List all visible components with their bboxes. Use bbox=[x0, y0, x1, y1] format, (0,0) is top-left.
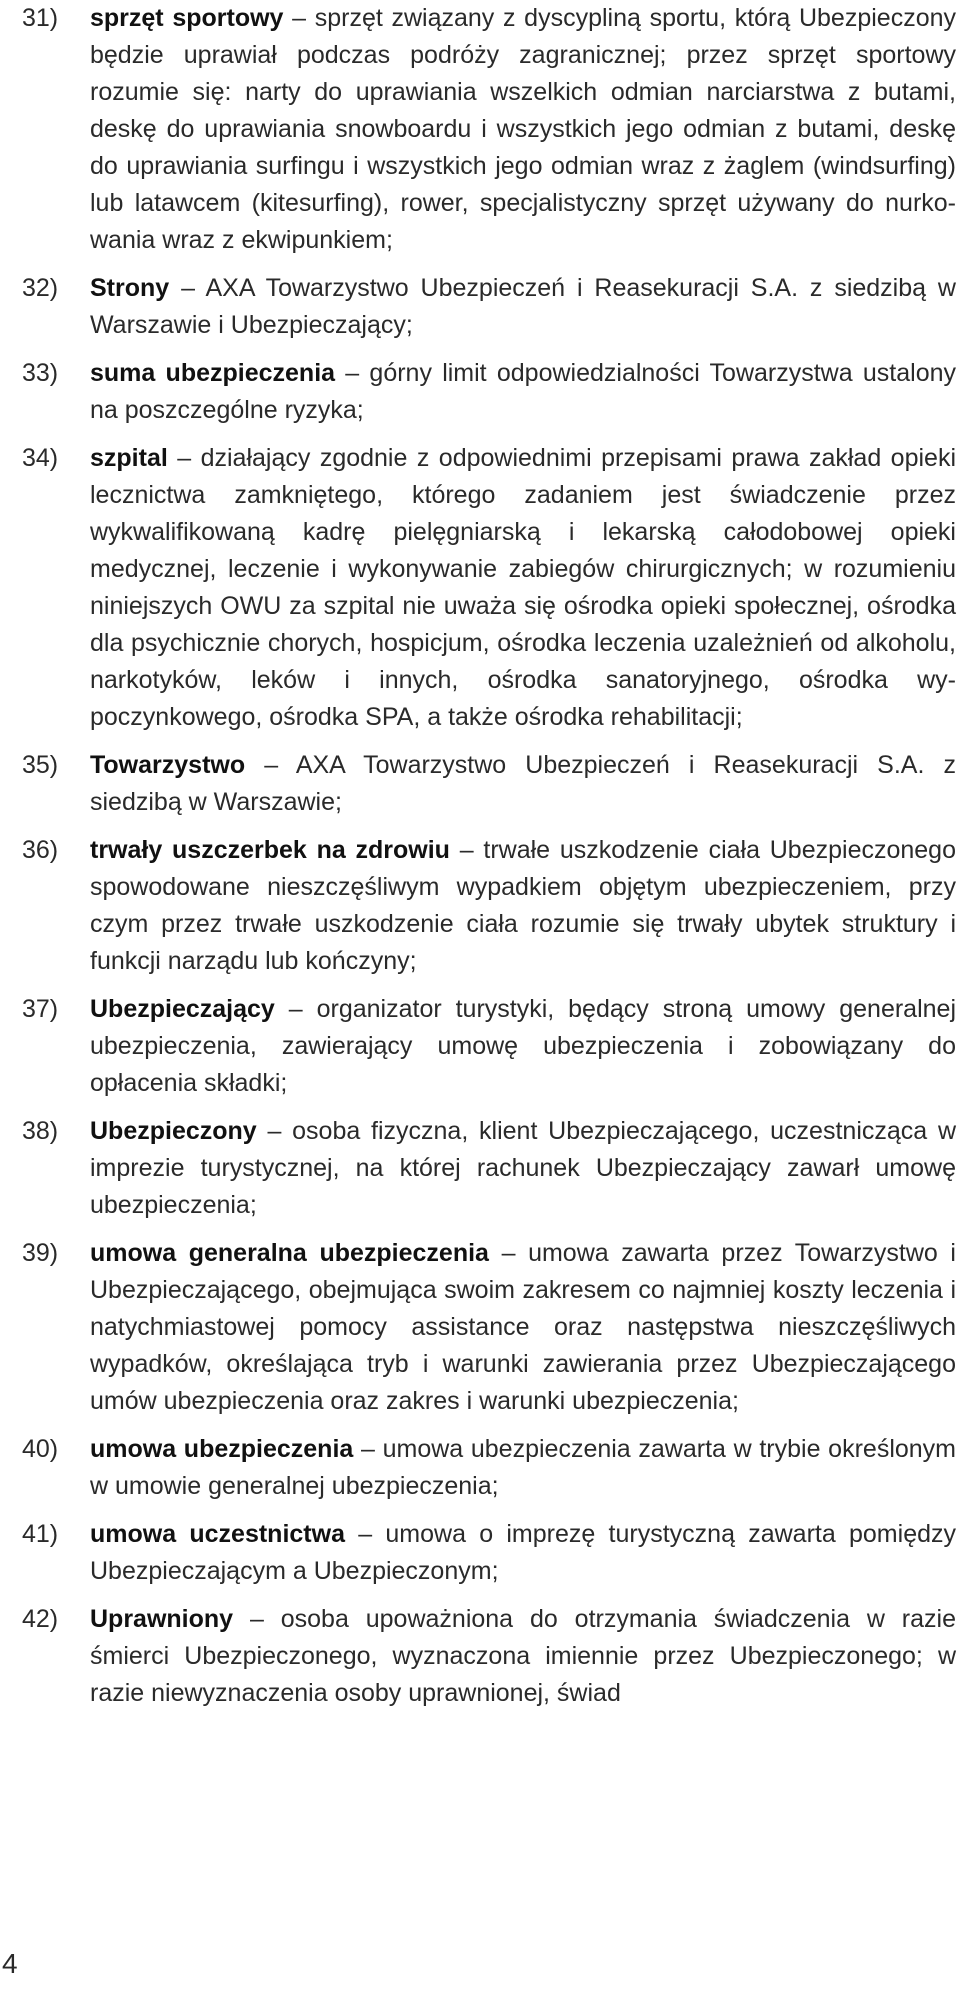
definition-item bbox=[22, 1113, 956, 1224]
definition-item bbox=[22, 1601, 956, 1712]
definition-number: 35) bbox=[22, 751, 59, 779]
definition-item bbox=[22, 991, 956, 1102]
definition-term: szpital bbox=[90, 444, 168, 472]
definition-number: 33) bbox=[22, 359, 59, 387]
definition-item bbox=[22, 270, 956, 344]
page-number: 4 bbox=[2, 1948, 18, 1979]
definition-term: Ubezpieczający bbox=[90, 995, 275, 1023]
definition-text: – trwałe uszkodzenie ciała Ubezpieczonego spowodowane nieszczęśliwym wypadkiem objętym ubezpieczeniem, przy czym przez trwałe uszkodzenie ciała rozumie się trwały ubytek struktury i funkcji narządu lub kończyny; bbox=[90, 836, 956, 975]
definition-item bbox=[22, 0, 956, 259]
definition-term: trwały uszczerbek na zdrowiu bbox=[90, 836, 450, 864]
definition-text: – górny limit odpowiedzialności Towarzystwa ustalony na poszczególne ryzyka; bbox=[90, 359, 956, 424]
definition-item bbox=[22, 832, 956, 980]
definition-text: – umowa ubezpieczenia zawarta w trybie określonym w umowie generalnej ubezpieczenia; bbox=[90, 1435, 957, 1500]
definition-number: 37) bbox=[22, 995, 59, 1023]
definition-number: 41) bbox=[22, 1520, 59, 1548]
definition-text: – umowa zawarta przez Towarzystwo i Ubezpieczającego, obejmująca swoim zakresem co najmniej koszty leczenia i natychmiastowej pomocy assistance oraz następstwa nieszczęśliwych wypadków, określająca tryb i warunki zawierania przez Ubezpieczającego umów ubezpieczenia oraz zakres i warunki ubezpieczenia; bbox=[90, 1239, 956, 1415]
definition-number: 40) bbox=[22, 1435, 59, 1463]
definition-number: 38) bbox=[22, 1117, 59, 1145]
definitions-list bbox=[22, 0, 956, 1723]
definition-number: 34) bbox=[22, 444, 59, 472]
definition-number: 31) bbox=[22, 4, 59, 32]
definition-term: Strony bbox=[90, 274, 170, 302]
definition-item bbox=[22, 355, 956, 429]
definition-term: umowa generalna ubezpieczenia bbox=[90, 1239, 489, 1267]
definition-text: – umowa o imprezę turystyczną zawarta pomiędzy Ubezpieczającym a Ubezpieczonym; bbox=[90, 1520, 956, 1585]
definition-item bbox=[22, 1516, 956, 1590]
definition-term: Ubezpieczony bbox=[90, 1117, 257, 1145]
definition-number: 36) bbox=[22, 836, 59, 864]
definition-text: – AXA Towarzystwo Ubezpieczeń i Reasekuracji S.A. z siedzibą w Warszawie i Ubezpieczający; bbox=[90, 274, 956, 339]
definition-term: umowa ubezpieczenia bbox=[90, 1435, 354, 1463]
definition-item bbox=[22, 1235, 956, 1420]
definition-number: 32) bbox=[22, 274, 59, 302]
definition-text: – osoba fizyczna, klient Ubezpieczającego, uczestnicząca w imprezie turystycznej, na której rachunek Ubezpieczający zawarł umowę ubezpieczenia; bbox=[90, 1117, 956, 1219]
definition-item bbox=[22, 440, 956, 736]
definition-text: – AXA Towarzystwo Ubezpieczeń i Reasekuracji S.A. z siedzibą w Warszawie; bbox=[90, 751, 956, 816]
definition-text: – organizator turystyki, będący stroną umowy generalnej ubezpieczenia, zawierający umowę ubezpieczenia i zobowiązany do opłacenia składki; bbox=[90, 995, 956, 1097]
definition-term: suma ubezpieczenia bbox=[90, 359, 336, 387]
definition-term: sprzęt sportowy bbox=[90, 4, 284, 32]
definition-term: umowa uczestnictwa bbox=[90, 1520, 345, 1548]
definition-item bbox=[22, 747, 956, 821]
definition-text: – osoba upoważniona do otrzymania świadczenia w razie śmierci Ubezpieczonego, wyznaczona imiennie przez Ubezpieczonego; w razie niewyznaczenia osoby uprawnionej, świad bbox=[90, 1605, 956, 1707]
definition-term: Uprawniony bbox=[90, 1605, 234, 1633]
definition-number: 39) bbox=[22, 1239, 59, 1267]
definition-number: 42) bbox=[22, 1605, 59, 1633]
definition-text: – działający zgodnie z odpowiednimi przepisami prawa zakład opieki lecznictwa zamkniętego, którego zadaniem jest świadczenie przez wykwalifikowaną kadrę pielęgniarską i lekarską całodobowej opieki medycznej, leczenie i wykonywanie zabiegów chirurgicznych; w rozumieniu niniejszych OWU za szpital nie uważa się ośrodka opieki społecznej, ośrodka dla psychicznie chorych, hospicjum, ośrodka leczenia uzależnień od alkoholu, narkotyków, leków i innych, ośrodka sanatoryjnego, ośrodka wypoczynkowego, ośrodka SPA, a także ośrodka rehabilitacji; bbox=[90, 444, 956, 731]
definition-term: Towarzystwo bbox=[90, 751, 246, 779]
definition-text: – sprzęt związany z dyscypliną sportu, którą Ubezpieczony będzie uprawiał podczas podróży zagranicznej; przez sprzęt sportowy rozumie się: narty do uprawiania wszelkich odmian narciarstwa z butami, deskę do uprawiania snowboardu i wszystkich jego odmian z butami, deskę do uprawiania surfingu i wszystkich jego odmian wraz z żaglem (windsurfing) lub latawcem (kitesurfing), rower, specjalistyczny sprzęt używany do nurkowania wraz z ekwipunkiem; bbox=[90, 4, 957, 254]
definition-item bbox=[22, 1431, 956, 1505]
